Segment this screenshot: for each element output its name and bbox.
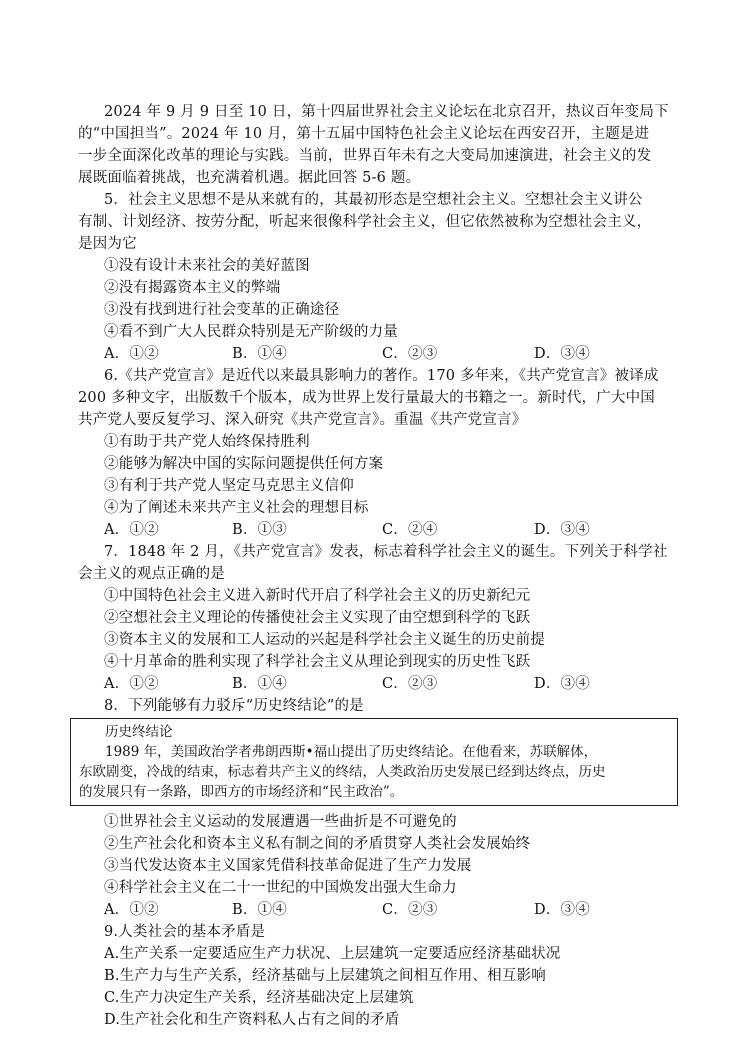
box-line-2: 东欧剧变，冷战的结束，标志着共产主义的终结，人类政治历史发展已经到达终点，历史	[79, 764, 606, 780]
q8-option-a[interactable]: A．①②	[104, 902, 159, 918]
q7-item-3: ③资本主义的发展和工人运动的兴起是科学社会主义诞生的历史前提	[104, 632, 545, 648]
q5-item-4: ④看不到广大人民群众特别是无产阶级的力量	[104, 324, 398, 340]
q8-item-1: ①世界社会主义运动的发展遭遇一些曲折是不可避免的	[104, 814, 457, 830]
q6-stem-1: 6.《共产党宣言》是近代以来最具影响力的著作。170 多年来，《共产党宣言》被译成	[104, 368, 659, 384]
q6-item-4: ④为了阐述未来共产主义社会的理想目标	[104, 500, 369, 516]
q8-item-4: ④科学社会主义在二十一世纪的中国焕发出强大生命力	[104, 880, 457, 896]
q9-choice-b[interactable]: B.生产力与生产关系，经济基础与上层建筑之间相互作用、相互影响	[104, 968, 546, 984]
q9-choice-c[interactable]: C.生产力决定生产关系，经济基础决定上层建筑	[104, 990, 414, 1006]
q5-item-3: ③没有找到进行社会变革的正确途径	[104, 302, 340, 318]
q5-option-a[interactable]: A．①②	[104, 346, 159, 362]
q6-item-3: ③有利于共产党人坚定马克思主义信仰	[104, 478, 354, 494]
q5-item-1: ①没有设计未来社会的美好蓝图	[104, 258, 310, 274]
q6-option-a[interactable]: A．①②	[104, 522, 159, 538]
q8-stem: 8．下列能够有力驳斥“历史终结论”的是	[104, 698, 364, 714]
q5-stem-2: 有制、计划经济、按劳分配，听起来很像科学社会主义，但它依然被称为空想社会主义，	[78, 214, 652, 230]
q7-stem-1: 7．1848 年 2 月，《共产党宣言》发表，标志着科学社会主义的诞生。下列关于科学社	[104, 544, 668, 560]
box-title: 历史终结论	[105, 724, 173, 740]
intro-line-1: 2024 年 9 月 9 日至 10 日，第十四届世界社会主义论坛在北京召开，热议百年变局下	[104, 104, 669, 120]
q6-option-c[interactable]: C．②④	[382, 522, 438, 538]
q7-option-b[interactable]: B．①④	[232, 676, 287, 692]
q6-stem-2: 200 多种文字，出版数千个版本，成为世界上发行量最大的书籍之一。新时代，广大中国	[78, 390, 655, 406]
intro-line-4: 展既面临着挑战，也充满着机遇。据此回答 5-6 题。	[78, 170, 421, 186]
q8-item-3: ③当代发达资本主义国家凭借科技革命促进了生产力发展	[104, 858, 472, 874]
q5-stem-3: 是因为它	[78, 236, 137, 252]
q9-choice-a[interactable]: A.生产关系一定要适应生产力状况、上层建筑一定要适应经济基础状况	[104, 946, 561, 962]
box-line-3: 的发展只有一条路，即西方的市场经济和“民主政治”。	[79, 784, 404, 800]
q7-item-1: ①中国特色社会主义进入新时代开启了科学社会主义的历史新纪元	[104, 588, 531, 604]
q7-option-d[interactable]: D．③④	[534, 676, 590, 692]
q7-item-2: ②空想社会主义理论的传播使社会主义实现了由空想到科学的飞跃	[104, 610, 531, 626]
q5-option-c[interactable]: C．②③	[382, 346, 438, 362]
q8-item-2: ②生产社会化和资本主义私有制之间的矛盾贯穿人类社会发展始终	[104, 836, 531, 852]
intro-line-2: 的“中国担当”。2024 年 10 月，第十五届中国特色社会主义论坛在西安召开，主题是进	[78, 126, 650, 142]
q7-option-c[interactable]: C．②③	[382, 676, 438, 692]
q5-option-b[interactable]: B．①④	[232, 346, 287, 362]
q6-option-d[interactable]: D．③④	[534, 522, 590, 538]
q6-option-b[interactable]: B．①③	[232, 522, 287, 538]
q8-option-b[interactable]: B．①④	[232, 902, 287, 918]
q5-option-d[interactable]: D．③④	[534, 346, 590, 362]
q7-option-a[interactable]: A．①②	[104, 676, 159, 692]
q6-stem-3: 共产党人要反复学习、深入研究《共产党宣言》。重温《共产党宣言》	[78, 412, 527, 428]
q5-item-2: ②没有揭露资本主义的弊端	[104, 280, 281, 296]
q6-item-1: ①有助于共产党人始终保持胜利	[104, 434, 310, 450]
q6-item-2: ②能够为解决中国的实际问题提供任何方案	[104, 456, 384, 472]
q7-stem-2: 会主义的观点正确的是	[78, 566, 225, 582]
intro-line-3: 一步全面深化改革的理论与实践。当前，世界百年未有之大变局加速演进，社会主义的发	[78, 148, 652, 164]
q9-choice-d[interactable]: D.生产社会化和生产资料私人占有之间的矛盾	[104, 1012, 400, 1028]
box-line-1: 1989 年，美国政治学者弗朗西斯•福山提出了历史终结论。在他看来，苏联解体，	[105, 744, 598, 760]
q7-item-4: ④十月革命的胜利实现了科学社会主义从理论到现实的历史性飞跃	[104, 654, 531, 670]
q8-option-d[interactable]: D．③④	[534, 902, 590, 918]
q5-stem-1: 5．社会主义思想不是从来就有的，其最初形态是空想社会主义。空想社会主义讲公	[104, 192, 643, 208]
q9-stem: 9.人类社会的基本矛盾是	[104, 924, 266, 940]
q8-option-c[interactable]: C．②③	[382, 902, 438, 918]
